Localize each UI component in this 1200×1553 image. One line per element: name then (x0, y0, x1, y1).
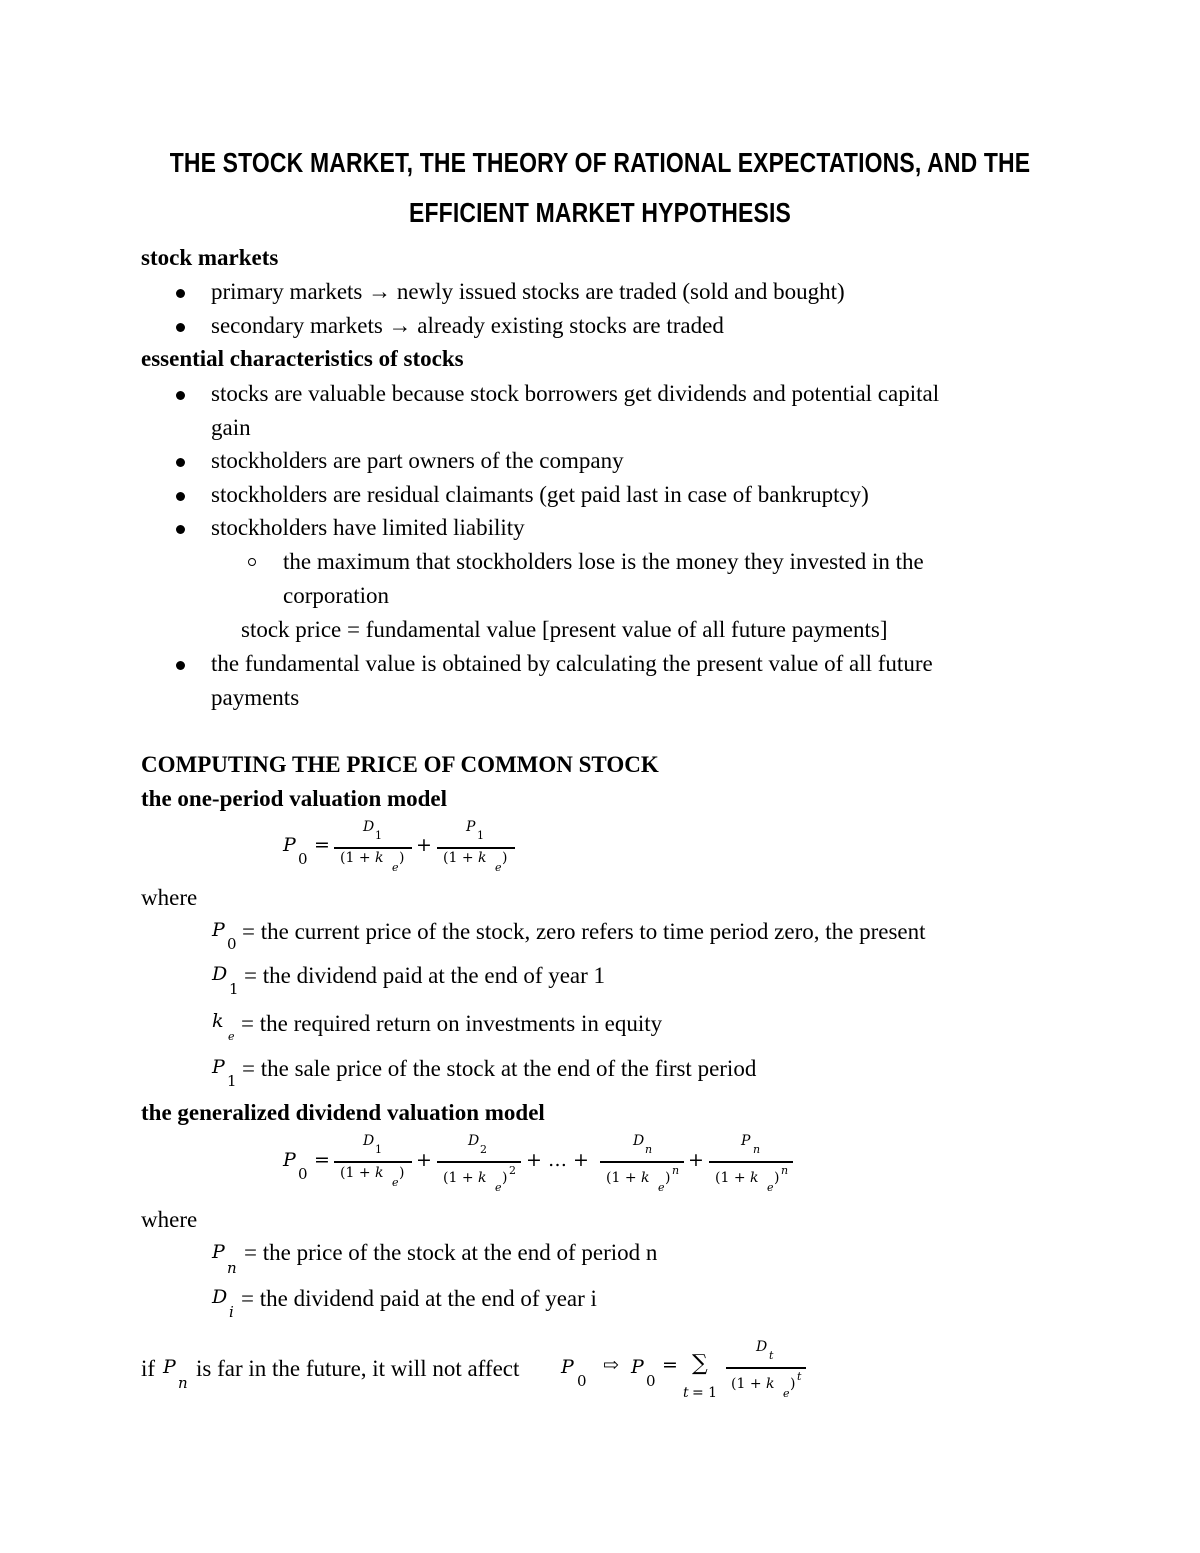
definition-p1: = the sale price of the stock at the end of the first period (242, 1056, 757, 1081)
list-item: stockholders are part owners of the company (211, 448, 624, 473)
list-item: stockholders are residual claimants (get paid last in case of bankruptcy) (211, 482, 869, 507)
list-item: stocks are valuable because stock borrowers get dividends and potential capital (211, 381, 940, 406)
bullet-icon (176, 525, 185, 534)
subheading-one-period-model: the one-period valuation model (141, 786, 448, 811)
where-label: where (141, 1207, 198, 1232)
document-title-line-2: EFFICIENT MARKET HYPOTHESIS (408, 197, 792, 228)
section-heading-stock-markets: stock markets (141, 245, 279, 270)
symbol-pn: P (212, 1241, 225, 1263)
list-item: stockholders have limited liability (211, 515, 525, 540)
stock-price-statement: stock price = fundamental value [present value of all future payments] (241, 617, 888, 642)
bullet-icon (176, 289, 185, 298)
list-item-continuation: gain (211, 415, 251, 440)
bullet-icon (176, 458, 185, 467)
sub-list-item-continuation: corporation (283, 583, 390, 608)
sub-list-item: the maximum that stockholders lose is the money they invested in the (283, 549, 924, 574)
symbol-pn-final: P (163, 1356, 176, 1378)
symbol-p0: P (212, 919, 225, 941)
final-if-label: if (141, 1356, 156, 1381)
definition-pn: = the price of the stock at the end of period n (244, 1240, 658, 1265)
symbol-di: D (212, 1286, 228, 1308)
section-heading-characteristics: essential characteristics of stocks (141, 346, 464, 371)
section-heading-computing-price: COMPUTING THE PRICE OF COMMON STOCK (141, 752, 659, 777)
list-item: primary markets → newly issued stocks are traded (sold and bought) (211, 279, 845, 304)
bullet-icon (176, 391, 185, 400)
list-item: the fundamental value is obtained by calculating the present value of all future (211, 651, 933, 676)
symbol-ke: k (212, 1010, 224, 1032)
bullet-icon (176, 492, 185, 501)
document-page: THE STOCK MARKET, THE THEORY OF RATIONAL EXPECTATIONS, AND THE EFFICIENT MARKET HYPOTHESIS stock markets primary markets → newly issued stocks are traded (sold and bought) secondary markets → already existing stocks are traded essential characteristics of stocks stocks are valuable because stock borrowers get dividends and potential capital gain stockholders are part owners of the company stockholders are residual claimants (get paid last in case of bankruptcy) stockholders have limited liability the maximum that stockholders lose is the money they invested in the corporation stock price = fundamental value [present value of all future payments] the fundamental value is obtained by calculating the present value of all future payments COMPUTING THE PRICE OF COMMON STOCK the one-period valuation model P 0 = D 1 (1 + k e ) + P 1 (1 + k e ) where P 0 = the current price of the stock, zero refers to time period zero, the present D 1 = the dividend paid at the end of year 1 k e = the required return on investments in equity P 1 = the sale price of the stock at the end of the first period the generalized dividend valuation model P 0 = D 1 (1 + k e ) + D 2 (1 + k e ) 2 + … + D n (1 + k e ) n + P n (1 + k e ) n where P n = the price of the stock at the end of period n D i = the dividend paid at the end of year i if P n is far in the future, it will not affect P 0 ⇨ P 0 = ∑ t = 1 D t (1 + k e ) t (0, 0, 1200, 1553)
final-statement: is far in the future, it will not affect (196, 1356, 520, 1381)
symbol-p1: P (212, 1056, 225, 1078)
hollow-bullet-icon (248, 558, 256, 566)
document-title-line-1: THE STOCK MARKET, THE THEORY OF RATIONAL EXPECTATIONS, AND THE (169, 147, 1031, 178)
symbol-p0-final: P (561, 1356, 574, 1378)
list-item: secondary markets → already existing stocks are traded (211, 313, 724, 338)
list-item-continuation: payments (211, 685, 300, 710)
subheading-generalized-model: the generalized dividend valuation model (141, 1100, 545, 1125)
bullet-icon (176, 661, 185, 670)
definition-d1: = the dividend paid at the end of year 1 (244, 963, 606, 988)
bullet-icon (176, 323, 185, 332)
definition-ke: = the required return on investments in equity (241, 1011, 663, 1036)
definition-di: = the dividend paid at the end of year i (241, 1286, 597, 1311)
symbol-d1: D (212, 963, 228, 985)
where-label: where (141, 885, 198, 910)
definition-p0: = the current price of the stock, zero refers to time period zero, the present (242, 919, 926, 944)
